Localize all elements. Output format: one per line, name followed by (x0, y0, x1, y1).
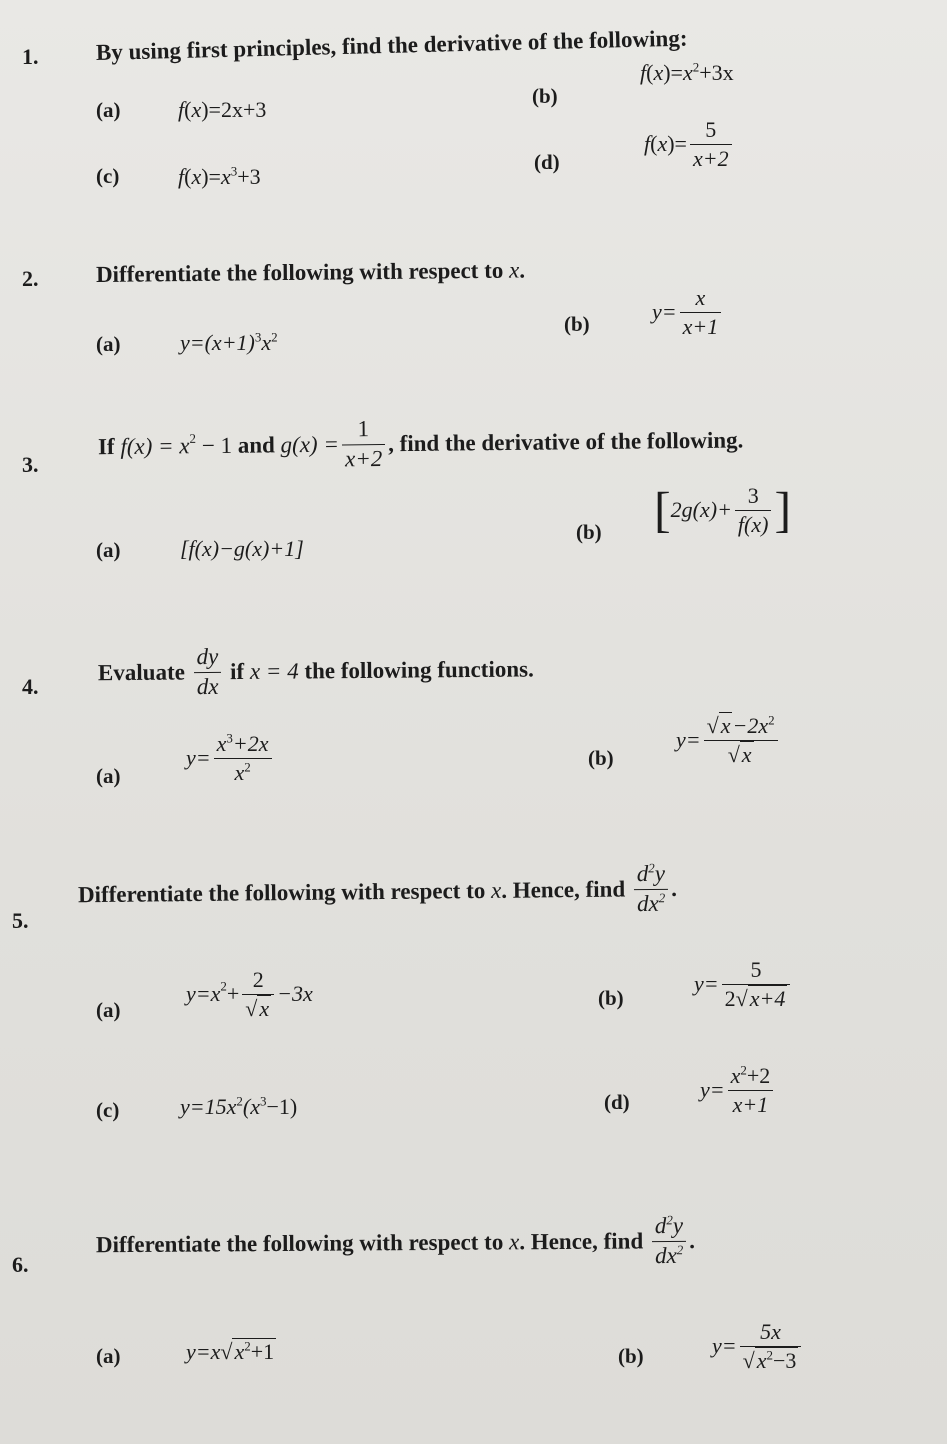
q1-part-d-label: (d) (534, 150, 560, 174)
q5-part-c-label: (c) (96, 1098, 120, 1122)
q1-part-a-label: (a) (96, 98, 121, 122)
q5-part-a-label: (a) (96, 998, 121, 1022)
q2-part-b-expression: y= $\frac{x}{x+1}$ (652, 284, 724, 340)
q4-part-a-expression: y= $\frac{x^3+2x}{x^2}$ (186, 730, 275, 786)
question-3-number: 3. (22, 452, 39, 477)
question-6-text: Differentiate the following with respect to x. Hence, find $\frac{d^2y}{dx^2}$ . (95, 1212, 696, 1268)
q5-part-d-expression: y= $\frac{x^2+2}{x+1}$ (700, 1062, 776, 1118)
q3-part-a-label: (a) (96, 538, 121, 562)
q4-part-a-label: (a) (96, 764, 121, 788)
question-1-text: By using first principles, find the derivative of the following: (95, 25, 688, 65)
question-6-number: 6. (12, 1252, 29, 1277)
q6-part-b-label: (b) (618, 1344, 644, 1368)
q4-part-b-label: (b) (588, 746, 614, 770)
question-1-number: 1. (22, 44, 39, 69)
question-4-number: 4. (22, 674, 39, 699)
q6-part-a-label: (a) (96, 1344, 121, 1368)
q2-part-a-label: (a) (96, 332, 121, 356)
q3-part-b-expression: [2g(x)+ $\frac{3}{f(x)}$ ] (654, 481, 792, 538)
q1-part-b-expression: $f(x)=x^2+3x$ (640, 59, 734, 85)
q5-part-a-expression: $y=x^2+$ $\frac{2}{√x}$ −3x (186, 967, 313, 1021)
q1-part-c-label: (c) (96, 164, 120, 188)
question-5-number: 5. (12, 908, 29, 933)
q5-part-c-expression: $y=15x^2(x^3-1)$ (180, 1093, 298, 1119)
q5-part-b-label: (b) (598, 986, 624, 1010)
q5-part-b-expression: y= $\frac{5}{2√x+4}$ (694, 956, 793, 1012)
q1-part-a-expression: f(x)=2x+3 (178, 97, 267, 122)
q2-part-a-expression: $y=(x+1)^3x^2$ (180, 329, 278, 355)
q2-part-b-label: (b) (564, 312, 590, 336)
q5-part-d-label: (d) (604, 1090, 630, 1114)
q3-part-b-label: (b) (576, 520, 602, 544)
q6-part-a-expression: $y=x√x^2+1$ (186, 1338, 275, 1364)
question-4-text: Evaluate $\frac{dy}{dx}$ if x = 4 the following functions. (97, 643, 534, 699)
q6-part-b-expression: y= $\frac{5x}{√x^2-3}$ (712, 1318, 804, 1374)
question-2-text: Differentiate the following with respect to x. (95, 257, 526, 287)
question-5-text: Differentiate the following with respect to x. Hence, find $\frac{d^2y}{dx^2}$ . (77, 860, 678, 916)
q1-part-c-expression: $f(x)=x^3+3$ (178, 163, 261, 189)
question-3-text: If $f(x) = x^2 - 1$ and g(x) = $\frac{1}{x+2}$ , find the derivative of the following. (97, 416, 744, 472)
q1-part-b-label: (b) (532, 84, 558, 108)
q4-part-b-expression: y= $\frac{√x-2x^2}{√x}$ (676, 712, 781, 768)
q3-part-a-expression: [f(x)−g(x)+1] (180, 536, 304, 561)
question-2-number: 2. (22, 266, 39, 291)
q1-part-d-expression: f(x)= $\frac{5}{x+2}$ (644, 116, 735, 172)
